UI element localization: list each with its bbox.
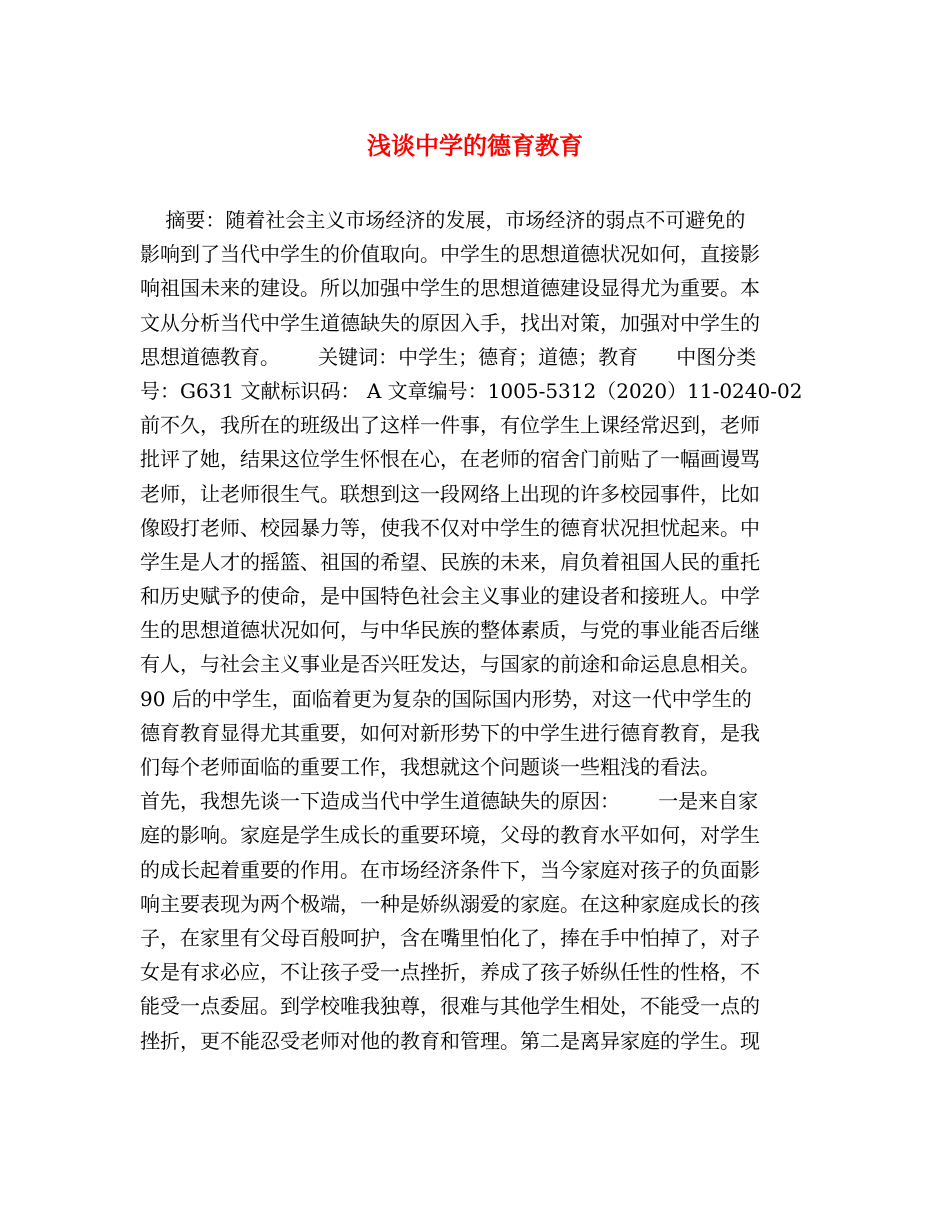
body-line: 们每个老师面临的重要工作，我想就这个问题谈一些粗浅的看法。 [140,755,720,779]
body-line: 的成长起着重要的作用。在市场经济条件下，当今家庭对孩子的负面影 [140,857,760,882]
body-line: 文从分析当代中学生道德缺失的原因入手，找出对策，加强对中学生的 [140,310,760,335]
body-line: 响主要表现为两个极端，一种是娇纵溺爱的家庭。在这种家庭成长的孩 [140,891,760,916]
body-line: 德育教育显得尤其重要，如何对新形势下的中学生进行德育教育，是我 [140,720,760,745]
body-line: 批评了她，结果这位学生怀恨在心，在老师的宿舍门前贴了一幅画谩骂 [140,447,760,472]
body-line: 女是有求必应，不让孩子受一点挫折，养成了孩子娇纵任性的性格，不 [140,960,760,985]
body-line: 影响到了当代中学生的价值取向。中学生的思想道德状况如何，直接影 [140,242,760,267]
body-line: 90 后的中学生，面临着更为复杂的国际国内形势，对这一代中学生的 [140,686,752,711]
body-line: 响祖国未来的建设。所以加强中学生的思想道德建设显得尤为重要。本 [140,276,760,301]
document-title: 浅谈中学的德育教育 [367,131,583,160]
body-line: 首先，我想先谈一下造成当代中学生道德缺失的原因： 一是来自家 [140,789,759,814]
body-line: 像殴打老师、校园暴力等，使我不仅对中学生的德育状况担忧起来。中 [140,515,760,540]
body-line: 学生是人才的摇篮、祖国的希望、民族的未来，肩负着祖国人民的重托 [140,549,760,574]
body-line: 庭的影响。家庭是学生成长的重要环境，父母的教育水平如何，对学生 [140,823,760,848]
body-line: 生的思想道德状况如何，与中华民族的整体素质，与党的事业能否后继 [140,618,760,643]
body-line: 挫折，更不能忍受老师对他的教育和管理。第二是离异家庭的学生。现 [140,1028,760,1053]
body-line: 老师，让老师很生气。联想到这一段网络上出现的许多校园事件，比如 [140,481,760,506]
body-line: 前不久，我所在的班级出了这样一件事，有位学生上课经常迟到，老师 [140,413,760,438]
document-body [140,203,820,1058]
body-line: 能受一点委屈。到学校唯我独尊，很难与其他学生相处，不能受一点的 [140,994,760,1019]
body-line: 号：G631 文献标识码： A 文章编号：1005-5312（2020）11-0240-02 [140,378,803,403]
body-line: 子，在家里有父母百般呵护，含在嘴里怕化了，捧在手中怕掉了，对子 [140,925,760,950]
body-line: 摘要：随着社会主义市场经济的发展，市场经济的弱点不可避免的 [140,208,746,232]
body-line: 和历史赋予的使命，是中国特色社会主义事业的建设者和接班人。中学 [140,584,760,609]
body-line: 思想道德教育。 关键词：中学生；德育；道德；教育 中图分类 [140,344,757,369]
body-line: 有人，与社会主义事业是否兴旺发达，与国家的前途和命运息息相关。 [140,652,760,677]
